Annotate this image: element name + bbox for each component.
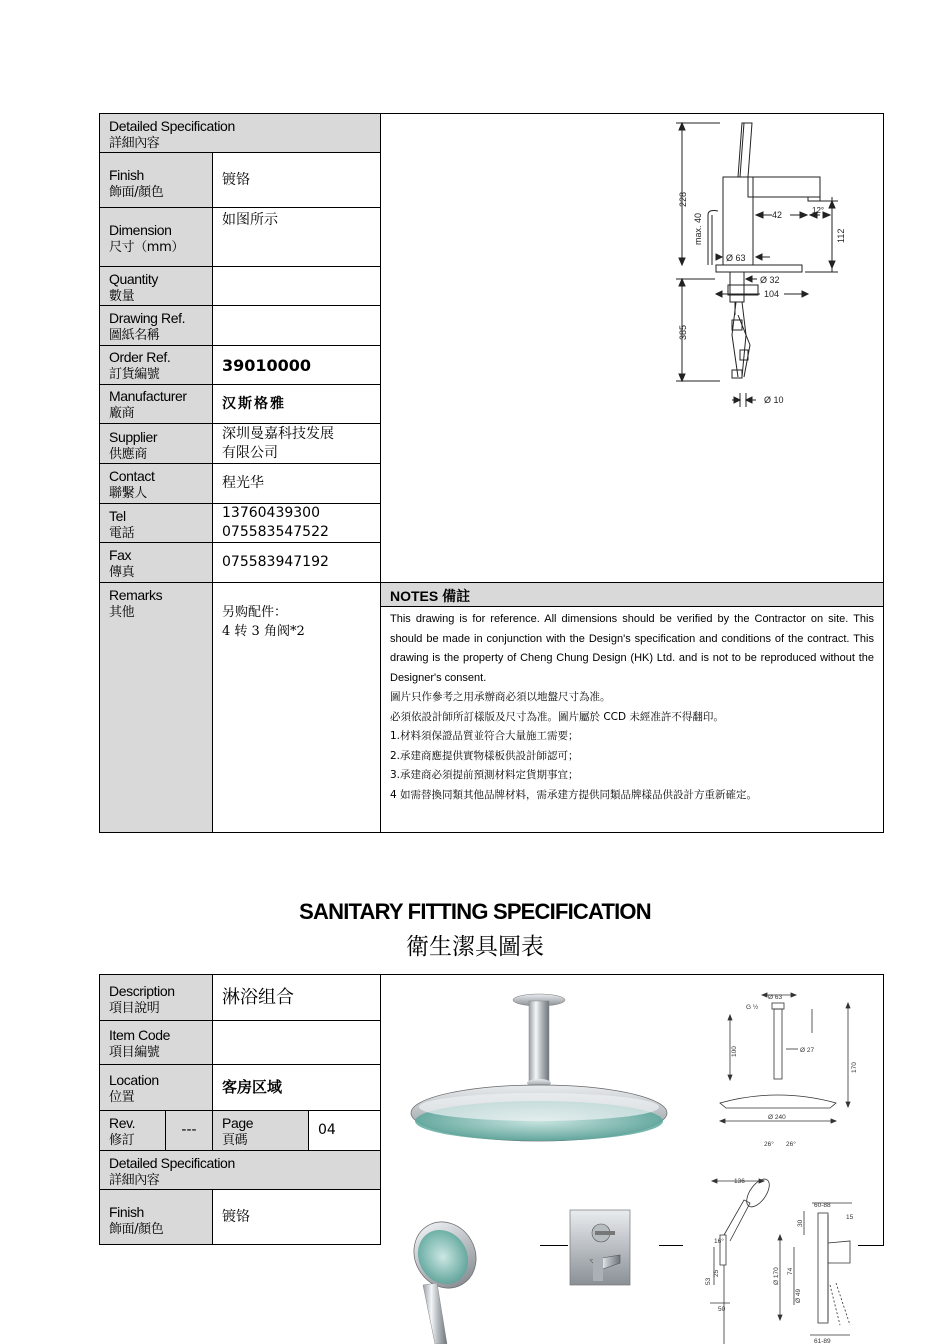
manufacturer-label <box>100 385 212 425</box>
dim2-53: 53 <box>705 1277 712 1285</box>
rev-label-zh: 修訂 <box>109 1133 135 1148</box>
fax-label-en: Fax <box>109 547 132 563</box>
finish-label-2-zh: 飾面/顏色 <box>109 1222 164 1237</box>
location-label <box>100 1069 212 1109</box>
remarks-label-zh: 其他 <box>109 605 135 620</box>
shower-set-product-images <box>405 985 680 1344</box>
detailed-spec-2-zh: 詳細內容 <box>109 1173 160 1188</box>
location-label-en: Location <box>109 1072 159 1088</box>
detailed-spec-header <box>100 115 380 152</box>
manufacturer-label-en: Manufacturer <box>109 388 187 404</box>
supplier-label-en: Supplier <box>109 429 158 445</box>
drawing-ref-value <box>213 306 380 345</box>
dim-d32: Ø 32 <box>760 275 780 285</box>
supplier-label <box>100 426 212 466</box>
detailed-spec-zh: 詳細內容 <box>109 136 160 151</box>
remarks-label-en: Remarks <box>109 587 163 603</box>
tel-value <box>222 504 382 542</box>
description-label-zh: 項目說明 <box>109 1001 160 1016</box>
dim2-d49: Ø 49 <box>795 1288 802 1303</box>
dim-max40: max. 40 <box>693 212 703 245</box>
dim2-74: 74 <box>787 1267 794 1275</box>
dim2-6189: 61-89 <box>814 1338 831 1344</box>
dim-228: 228 <box>678 191 688 207</box>
dimension-label-zh: 尺寸（mm） <box>109 240 184 255</box>
description-label-en: Description <box>109 983 175 999</box>
notes-zh-line: 2.承建商應提供實物樣板供設計師認可； <box>390 749 579 762</box>
tel-value-line2: 075583547522 <box>222 524 329 540</box>
quantity-value <box>213 267 380 305</box>
supplier-value-line2: 有限公司 <box>222 445 278 461</box>
item-code-label-zh: 項目編號 <box>109 1045 160 1060</box>
dim-104: 104 <box>764 289 780 299</box>
fax-value: 075583947192 <box>222 554 329 570</box>
dim-112: 112 <box>836 228 846 243</box>
manufacturer-label-zh: 廠商 <box>109 406 135 421</box>
dim2-30: 30 <box>797 1219 804 1227</box>
dim-385: 385 <box>678 324 688 340</box>
shower-set-technical-drawing <box>700 985 870 1344</box>
contact-label-en: Contact <box>109 468 155 484</box>
remarks-value <box>222 603 377 641</box>
dim2-50: 50 <box>718 1306 726 1313</box>
quantity-label-zh: 數量 <box>109 289 135 304</box>
tel-label-en: Tel <box>109 508 126 524</box>
page-label <box>213 1112 308 1152</box>
finish-value-2: 镀铬 <box>222 1208 250 1225</box>
detailed-spec-en: Detailed Specification <box>109 118 235 134</box>
page-label-en: Page <box>222 1115 254 1131</box>
remarks-label <box>100 584 212 624</box>
description-label <box>100 980 212 1020</box>
quantity-label <box>100 268 212 308</box>
dim2-6088: 60-88 <box>814 1202 831 1209</box>
remarks-value-line2: 4 转 3 角阀*2 <box>222 624 305 639</box>
fax-label-zh: 傳真 <box>109 565 135 580</box>
tel-label <box>100 505 212 545</box>
item-code-label <box>100 1024 212 1064</box>
detailed-spec-header-2 <box>100 1152 380 1192</box>
dim-d63: Ø 63 <box>726 253 746 263</box>
rev-value: --- <box>181 1122 197 1138</box>
faucet-technical-drawing <box>660 115 860 415</box>
drawing-ref-label-en: Drawing Ref. <box>109 310 186 326</box>
contact-label-zh: 聯繫人 <box>109 486 147 501</box>
notes-body <box>381 606 883 809</box>
finish-label-2 <box>100 1201 212 1241</box>
finish-label-zh: 飾面/顏色 <box>109 185 164 200</box>
dim2-d240: Ø 240 <box>768 1114 786 1121</box>
tel-label-zh: 電話 <box>109 526 135 541</box>
hand-shower <box>405 1211 488 1344</box>
notes-zh-line: 1.材料須保證品質並符合大量施工需要； <box>390 730 579 742</box>
location-value: 客房区域 <box>222 1078 283 1096</box>
supplier-label-zh: 供應商 <box>109 447 147 462</box>
shower-arm <box>529 1001 549 1081</box>
dim2-d27: Ø 27 <box>800 1047 815 1054</box>
description-value: 淋浴组合 <box>222 987 294 1008</box>
order-ref-label-zh: 訂貨編號 <box>109 367 160 382</box>
location-label-zh: 位置 <box>109 1090 135 1105</box>
notes-zh-line: 3.承建商必須提前預測材料定貨期事宜； <box>390 769 579 781</box>
dim2-170: 170 <box>851 1062 858 1073</box>
dim2-26a: 26° <box>764 1141 774 1148</box>
page-title-en: SANITARY FITTING SPECIFICATION <box>299 899 651 924</box>
finish-label-2-en: Finish <box>109 1204 144 1220</box>
finish-value: 镀铬 <box>222 171 250 188</box>
concealed-mixer <box>570 1210 630 1285</box>
detailed-spec-2-en: Detailed Specification <box>109 1155 235 1171</box>
supplier-value <box>222 425 382 463</box>
supplier-value-line1: 深圳曼嘉科技发展 <box>222 426 334 442</box>
rev-label <box>100 1112 165 1152</box>
page-value: 04 <box>318 1122 336 1138</box>
fax-label <box>100 544 212 584</box>
notes-heading: NOTES 備註 <box>390 588 471 604</box>
dimension-label-en: Dimension <box>109 222 172 238</box>
item-code-value <box>213 1021 380 1064</box>
notes-zh-line: 必須依設計師所訂樣版及尺寸為准。圖片屬於 CCD 未經准許不得翻印。 <box>390 710 724 723</box>
finish-label <box>100 164 212 204</box>
dimension-label <box>100 219 212 259</box>
dimension-value: 如图所示 <box>222 212 278 228</box>
page-label-zh: 頁碼 <box>222 1133 248 1148</box>
tel-value-line1: 13760439300 <box>222 505 320 521</box>
manufacturer-value: 汉斯格雅 <box>222 395 286 412</box>
quantity-label-en: Quantity <box>109 271 158 287</box>
drawing-ref-label-zh: 圖紙名稱 <box>109 328 160 343</box>
dim-d10: Ø 10 <box>764 395 784 405</box>
dim2-g12: G ½ <box>746 1004 759 1011</box>
remarks-value-line1: 另购配件： <box>222 605 288 620</box>
dim2-100: 100 <box>731 1046 738 1057</box>
drawing-ref-label <box>100 307 212 347</box>
rev-label-en: Rev. <box>109 1115 136 1131</box>
notes-zh-line: 圖片只作參考之用承辦商必須以地盤尺寸為准。 <box>390 691 611 703</box>
dim2-d63: Ø 63 <box>768 994 783 1001</box>
dim2-15: 15 <box>846 1214 854 1221</box>
dim2-16deg: 16° <box>714 1238 724 1245</box>
contact-label <box>100 465 212 505</box>
dim2-25: 25 <box>713 1269 720 1277</box>
dim-12deg: 12° <box>812 206 825 215</box>
order-ref-label-en: Order Ref. <box>109 349 171 365</box>
contact-value: 程光华 <box>222 475 264 491</box>
order-ref-label <box>100 346 212 386</box>
dim2-d170: Ø 170 <box>773 1267 780 1285</box>
finish-label-en: Finish <box>109 167 144 183</box>
item-code-label-en: Item Code <box>109 1027 170 1043</box>
dim-42: 42 <box>772 210 783 220</box>
page-title-zh: 衛生潔具圖表 <box>406 934 544 960</box>
dim2-26b: 26° <box>786 1141 796 1148</box>
dim2-136: 136 <box>734 1178 745 1185</box>
notes-zh-line: 4 如需替換同類其他品牌材料，需承建方提供同類品牌樣品供設計方重新確定。 <box>390 788 758 801</box>
order-ref-value: 39010000 <box>222 355 312 375</box>
notes-en-text: This drawing is for reference. All dimensions should be verified by the Contractor on site. This should be made in conjunction with the Design's specification and conditions of the contract. This drawing is the property of Cheng Chung Design (HK) Ltd. and is not to be reproduced without the Designer's consent. <box>390 613 874 684</box>
